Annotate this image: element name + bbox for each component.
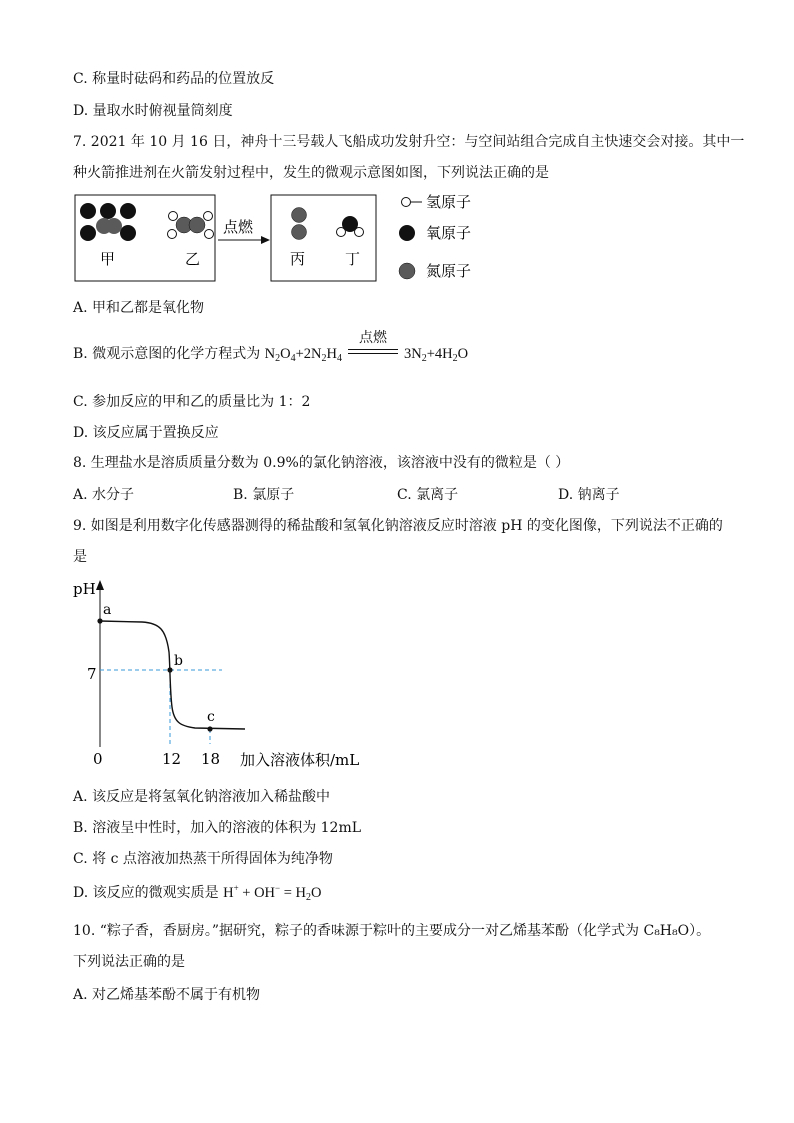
point-a <box>97 618 102 623</box>
point-c <box>207 726 212 731</box>
legend-hydrogen <box>402 193 472 211</box>
q9-option-d-prefix: D. 该反应的微观实质是 <box>73 885 224 901</box>
legend-nitrogen-label: 氮原子 <box>426 262 472 280</box>
equation-condition-label: 点燃 <box>359 330 387 346</box>
molecule-bing <box>292 208 307 240</box>
q7-stem-line1: 7. 2021 年 10 月 16 日，神舟十三号载人飞船成功发射升空：与空间站组合完成自主快速交会对接。其中一 <box>73 134 745 150</box>
q7-option-c: C. 参加反应的甲和乙的质量比为 1：2 <box>73 394 311 410</box>
legend-oxygen <box>399 224 471 242</box>
point-b-label: b <box>174 653 183 669</box>
molecule-jia <box>80 203 136 241</box>
label-jia: 甲 <box>100 250 116 268</box>
point-b <box>167 667 172 672</box>
label-bing: 丙 <box>290 250 306 268</box>
q9-option-d <box>73 882 321 903</box>
q8-option-a: A. 水分子 <box>73 487 135 503</box>
q6-option-c: C. 称量时砝码和药品的位置放反 <box>73 71 275 87</box>
q8-option-d: D. 钠离子 <box>558 487 620 503</box>
q6-option-d: D. 量取水时俯视量筒刻度 <box>73 103 233 119</box>
ph-curve-chart <box>60 572 380 777</box>
q9-option-c: C. 将 c 点溶液加热蒸干所得固体为纯净物 <box>73 851 333 867</box>
q7-option-b-prefix: B. 微观示意图的化学方程式为 <box>73 346 265 362</box>
q8-stem: 8. 生理盐水是溶质质量分数为 0.9%的氯化钠溶液，该溶液中没有的微粒是（ ） <box>73 455 570 471</box>
point-c-label: c <box>207 709 215 725</box>
y-tick-7: 7 <box>87 665 97 683</box>
equation-right: $3N_2+4H_2O$ <box>404 346 469 364</box>
q9-option-a: A. 该反应是将氢氧化钠溶液加入稀盐酸中 <box>73 789 331 805</box>
q9-option-b: B. 溶液呈中性时，加入的溶液的体积为 12mL <box>73 820 362 836</box>
x-tick-18: 18 <box>201 750 221 768</box>
q10-stem-line2: 下列说法正确的是 <box>73 954 185 970</box>
label-yi: 乙 <box>185 250 201 268</box>
label-ding: 丁 <box>345 250 361 268</box>
q10-option-a: A. 对乙烯基苯酚不属于有机物 <box>73 987 261 1003</box>
legend-oxygen-label: 氧原子 <box>426 224 472 242</box>
legend-nitrogen <box>399 262 471 280</box>
ionic-equation: $H^+ + OH^- = H_2O$ <box>223 883 322 903</box>
reaction-micro-diagram <box>70 188 490 288</box>
equation-condition <box>348 330 398 363</box>
x-axis-label: 加入溶液体积/mL <box>240 751 360 769</box>
q10-stem-line1: 10. “粽子香，香厨房。”据研究，粽子的香味源于粽叶的主要成分一对乙烯基苯酚（化学式为 C₈H₈O）。 <box>73 923 711 939</box>
point-a-label: a <box>103 602 112 618</box>
q9-stem-line1: 9. 如图是利用数字化传感器测得的稀盐酸和氢氧化钠溶液反应时溶液 pH 的变化图像，下列说法不正确的 <box>73 518 723 534</box>
legend-hydrogen-label: 氢原子 <box>426 193 472 211</box>
reactant-box <box>75 195 215 281</box>
equation-left: $N_2O_4+2N_2H_4$ <box>264 346 342 364</box>
q7-option-d: D. 该反应属于置换反应 <box>73 425 219 441</box>
q8-option-b: B. 氯原子 <box>233 487 295 503</box>
ph-curve <box>100 621 245 729</box>
q9-stem-line2: 是 <box>73 549 87 565</box>
y-axis-arrow <box>96 580 104 590</box>
q7-option-a: A. 甲和乙都是氧化物 <box>73 300 205 316</box>
arrow-condition: 点燃 <box>223 218 254 236</box>
molecule-ding <box>337 216 364 237</box>
y-axis-label: pH <box>73 580 96 598</box>
molecule-yi <box>168 212 214 239</box>
q7-option-b <box>73 330 469 364</box>
q7-stem-line2: 种火箭推进剂在火箭发射过程中，发生的微观示意图如图，下列说法正确的是 <box>73 165 549 181</box>
x-tick-12: 12 <box>162 750 182 768</box>
product-box <box>271 195 376 281</box>
x-tick-0: 0 <box>93 750 103 768</box>
arrow-head <box>261 236 270 244</box>
q8-option-c: C. 氯离子 <box>397 487 459 503</box>
